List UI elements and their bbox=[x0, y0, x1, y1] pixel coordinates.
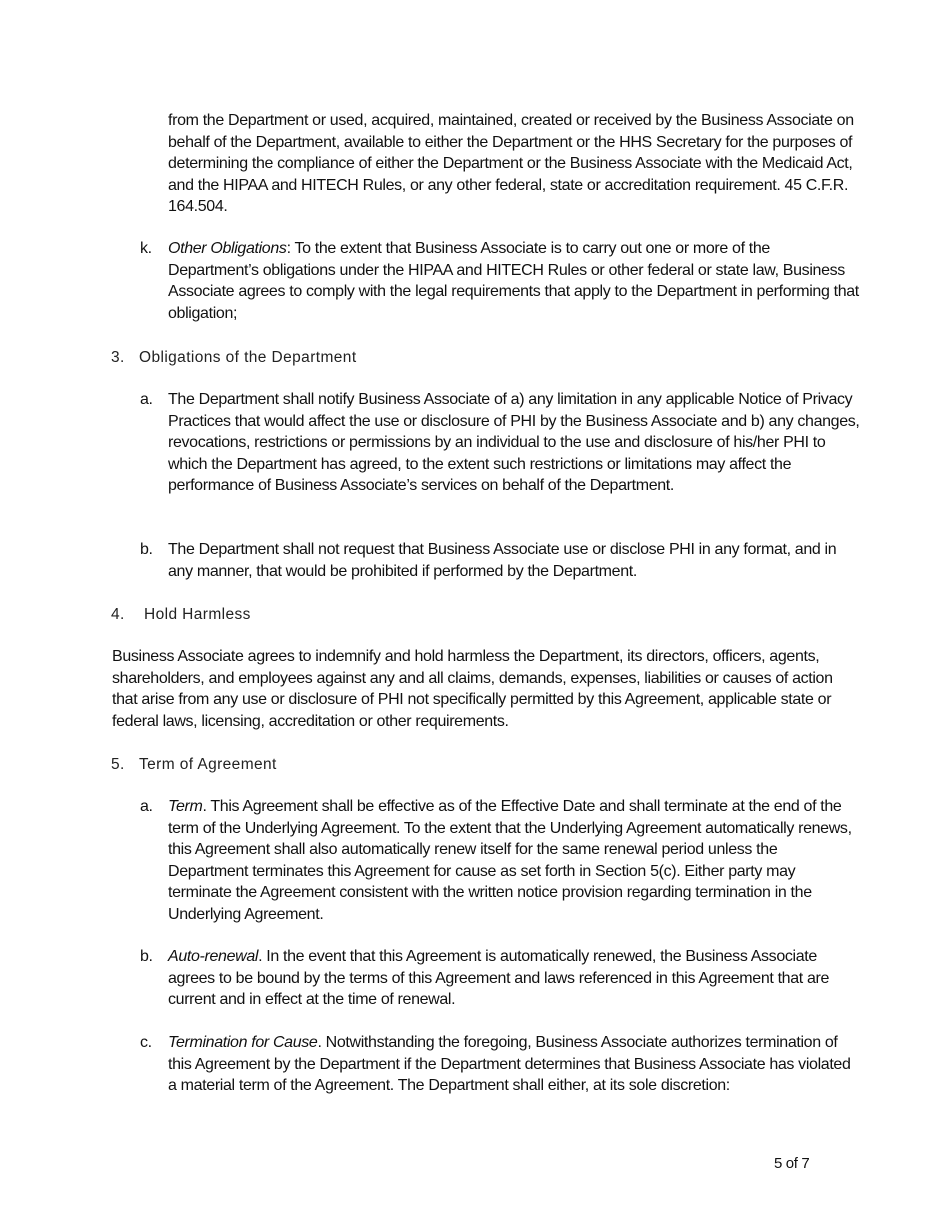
list-item-body bbox=[168, 796, 860, 925]
section-number: 3. bbox=[111, 349, 125, 366]
item-title: Term bbox=[168, 798, 203, 815]
item-text: . Notwithstanding the foregoing, Business Associate authorizes termination of this Agreement by the Department if the Department determines that Business Associate has violated a material term of the Agreement. The Department shall either, at its sole discretion: bbox=[168, 1034, 851, 1094]
item-text: : To the extent that Business Associate is to carry out one or more of the Department’s obligations under the HIPAA and HITECH Rules or other federal or state law, Business Associate agrees to comply with the legal requirements that apply to the Department in performing that obligation; bbox=[168, 240, 859, 322]
list-item-5b bbox=[140, 946, 860, 1011]
section-heading-4 bbox=[111, 604, 251, 626]
item-title: Other Obligations bbox=[168, 240, 287, 257]
hold-harmless-paragraph: Business Associate agrees to indemnify and hold harmless the Department, its directors, officers, agents, shareholders, and employees against any and all claims, demands, expenses, liabilities or causes of action that arise from any use or disclosure of PHI not specifically permitted by this Agreement, applicable state or federal laws, licensing, accreditation or other requirements. bbox=[112, 648, 833, 730]
list-item-5a bbox=[140, 796, 860, 925]
item-title: Termination for Cause bbox=[168, 1034, 318, 1051]
list-item-k bbox=[140, 238, 860, 324]
item-text: . This Agreement shall be effective as of the Effective Date and shall terminate at the end of the term of the Underlying Agreement. To the extent that the Underlying Agreement automatically renews, this Agreement shall also automatically renew itself for the same renewal period unless the Department terminates this Agreement for cause as set forth in Section 5(c). Either party may terminate the Agreement consistent with the written notice provision regarding termination in the Underlying Agreement. bbox=[168, 798, 852, 923]
section-title: Term of Agreement bbox=[139, 756, 277, 773]
section-title: Obligations of the Department bbox=[139, 349, 357, 366]
list-item-body: The Department shall notify Business Associate of a) any limitation in any applicable Notice of Privacy Practices that would affect the use or disclosure of PHI by the Business Associate and b) any changes, revocations, restrictions or permissions by an individual to the use and disclosure of his/her PHI to which the Department has agreed, to the extent such restrictions or limitations may affect the performance of Business Associate’s services on behalf of the Department. bbox=[168, 391, 860, 494]
list-item-body: The Department shall not request that Business Associate use or disclose PHI in any format, and in any manner, that would be prohibited if performed by the Department. bbox=[168, 541, 837, 580]
section-title: Hold Harmless bbox=[144, 606, 251, 623]
list-item-3b bbox=[140, 539, 860, 582]
list-marker: b. bbox=[140, 948, 153, 965]
section-number: 4. bbox=[111, 606, 125, 623]
list-item-3a bbox=[140, 389, 860, 497]
list-item-body bbox=[168, 1032, 860, 1097]
list-item-body bbox=[168, 238, 860, 324]
item-title: Auto-renewal bbox=[168, 948, 259, 965]
list-marker: a. bbox=[140, 391, 153, 408]
list-item-body bbox=[168, 946, 860, 1011]
list-marker: k. bbox=[140, 240, 152, 257]
list-item-5c bbox=[140, 1032, 860, 1097]
item-text: . In the event that this Agreement is automatically renewed, the Business Associate agrees to be bound by the terms of this Agreement and laws referenced in this Agreement that are current and in effect at the time of renewal. bbox=[168, 948, 830, 1008]
list-marker: b. bbox=[140, 541, 153, 558]
page-number: 5 of 7 bbox=[774, 1155, 810, 1172]
section-heading-3 bbox=[111, 347, 357, 369]
list-marker: c. bbox=[140, 1034, 152, 1051]
list-marker: a. bbox=[140, 798, 153, 815]
intro-continuation-paragraph: from the Department or used, acquired, maintained, created or received by the Business Associate on behalf of the Department, available to either the Department or the HHS Secretary for the purposes of determining the compliance of either the Department or the Business Associate with the Medicaid Act, and the HIPAA and HITECH Rules, or any other federal, state or accreditation requirement. 45 C.F.R. 164.504. bbox=[168, 112, 854, 215]
section-heading-5 bbox=[111, 754, 277, 776]
section-number: 5. bbox=[111, 756, 125, 773]
